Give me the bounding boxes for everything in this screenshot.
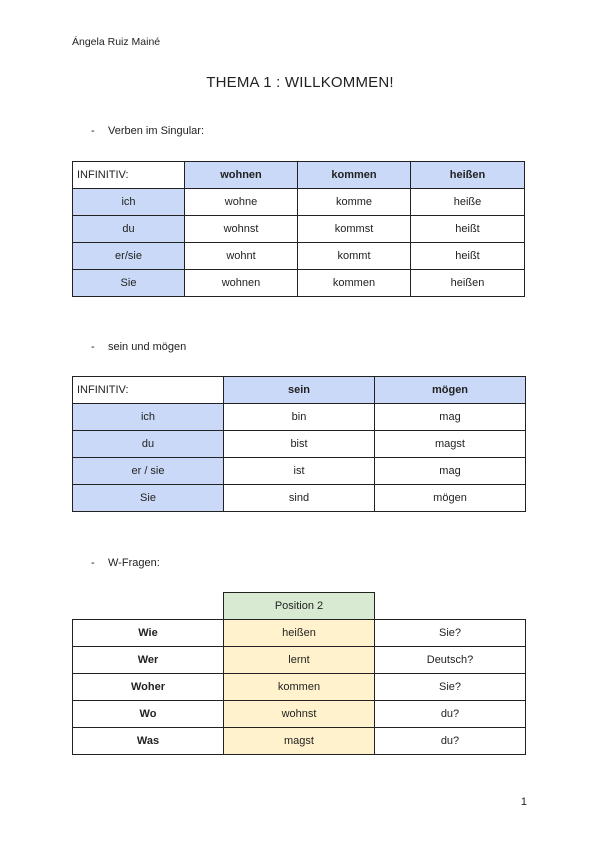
author-name: Ángela Ruiz Mainé [72,36,161,48]
table-cell: mag [375,404,526,431]
page-title: THEMA 1 : WILLKOMMEN! [206,74,394,91]
table-cell: bin [224,404,375,431]
table-cell: komme [298,189,411,216]
table-row [73,189,525,216]
verb-cell: lernt [224,647,375,674]
pronoun-cell: er / sie [73,458,224,485]
pronoun-cell: ich [73,404,224,431]
table-cell: wohnst [185,216,298,243]
table-row [73,216,525,243]
section-heading-text: W-Fragen: [108,557,160,569]
table-header-cell: INFINITIV: [73,377,224,404]
table-cell: ist [224,458,375,485]
bullet-dash: - [91,125,95,137]
table-cell: heißt [411,243,525,270]
verb-cell: heißen [224,620,375,647]
table-header-cell: mögen [375,377,526,404]
question-word-cell: Wer [73,647,224,674]
table-cell: heiße [411,189,525,216]
section-wfragen-heading [91,557,160,569]
table-row [73,620,526,647]
pronoun-cell: Sie [73,485,224,512]
position-2-header: Position 2 [224,593,375,620]
verb-cell: magst [224,728,375,755]
empty-cell [375,593,526,620]
table-cell: Sie? [375,674,526,701]
table-cell: kommst [298,216,411,243]
table-cell: sind [224,485,375,512]
table-header-row [73,377,526,404]
table-row [73,485,526,512]
table-cell: du? [375,728,526,755]
verben-table [72,161,525,297]
table-cell: Deutsch? [375,647,526,674]
table-row [73,674,526,701]
section-verben-heading [91,125,204,137]
table-cell: wohnt [185,243,298,270]
section-sein-heading [91,341,186,353]
table-header-cell: heißen [411,162,525,189]
bullet-dash: - [91,341,95,353]
table-row [73,431,526,458]
empty-cell [73,593,224,620]
table-row [73,728,526,755]
table-cell: mag [375,458,526,485]
page-number: 1 [520,796,527,808]
table-cell: kommen [298,270,411,297]
table-row [73,243,525,270]
table-header-row [73,162,525,189]
question-word-cell: Wo [73,701,224,728]
pronoun-cell: er/sie [73,243,185,270]
table-cell: wohnen [185,270,298,297]
verb-cell: wohnst [224,701,375,728]
table-cell: du? [375,701,526,728]
table-cell: wohne [185,189,298,216]
pronoun-cell: ich [73,189,185,216]
table-row [73,404,526,431]
w-fragen-table [72,592,526,755]
table-cell: mögen [375,485,526,512]
pronoun-cell: du [73,216,185,243]
bullet-dash: - [91,557,95,569]
table-header-cell: sein [224,377,375,404]
section-heading-text: Verben im Singular: [108,125,204,137]
question-word-cell: Was [73,728,224,755]
table-cell: heißen [411,270,525,297]
table-header-cell: wohnen [185,162,298,189]
table-row [73,701,526,728]
table-header-cell: INFINITIV: [73,162,185,189]
table-cell: Sie? [375,620,526,647]
table-cell: bist [224,431,375,458]
table-cell: kommt [298,243,411,270]
verb-cell: kommen [224,674,375,701]
pronoun-cell: du [73,431,224,458]
sein-moegen-table [72,376,526,512]
table-header-row [73,593,526,620]
pronoun-cell: Sie [73,270,185,297]
section-heading-text: sein und mögen [108,341,187,353]
table-row [73,458,526,485]
table-row [73,270,525,297]
table-cell: magst [375,431,526,458]
table-cell: heißt [411,216,525,243]
table-row [73,647,526,674]
question-word-cell: Wie [73,620,224,647]
question-word-cell: Woher [73,674,224,701]
table-header-cell: kommen [298,162,411,189]
